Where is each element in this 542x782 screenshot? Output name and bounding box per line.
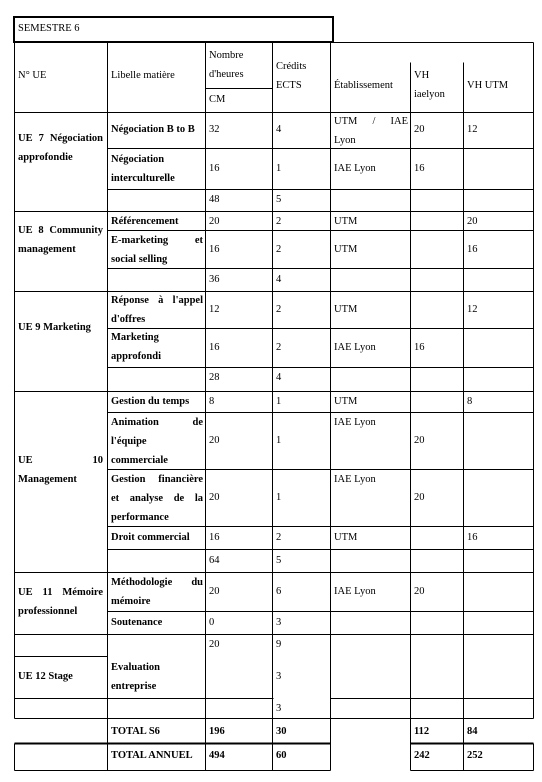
ects-value: 6	[276, 586, 282, 597]
ects-value: 1	[276, 163, 282, 174]
etablissement-value: UTM	[334, 304, 358, 315]
header-credits: Crédits ECTS	[276, 61, 307, 91]
vh-iae-value: 20	[414, 586, 425, 597]
ects-value: 4	[276, 124, 282, 135]
subtotal-ects: 4	[276, 372, 282, 383]
total-annuel-ects: 60	[276, 750, 287, 761]
ects-value: 1	[276, 435, 282, 446]
cm-value: 20	[209, 492, 220, 503]
ects-value: 3	[276, 671, 282, 682]
cm-value: 16	[209, 244, 220, 255]
cm-value: 16	[209, 532, 220, 543]
matiere: Evaluation entreprise	[111, 662, 161, 692]
ue-name: UE 8 Community management	[18, 225, 103, 255]
etablissement-value: IAE Lyon	[334, 342, 376, 353]
total-annuel-vh-iae: 242	[414, 750, 430, 761]
cm-value: 16	[209, 163, 220, 174]
ects-value: 2	[276, 244, 282, 255]
ects-value: 2	[276, 342, 282, 353]
ects-value: 2	[276, 532, 282, 543]
etablissement-value: IAE Lyon	[334, 474, 376, 485]
cm-value: 32	[209, 124, 220, 135]
ects-value: 1	[276, 396, 282, 407]
total-annuel-vh-utm: 252	[467, 750, 483, 761]
vh-iae-value: 20	[414, 492, 425, 503]
subtotal-ects: 4	[276, 274, 282, 285]
total-annuel-label: TOTAL ANNUEL	[111, 750, 193, 761]
vh-utm-value: 8	[467, 396, 473, 407]
ects-value: 9	[276, 639, 282, 650]
ects-value: 2	[276, 304, 282, 315]
cm-value: 20	[209, 639, 220, 650]
header-etablissement: Établissement	[334, 80, 393, 91]
ects-value: 3	[276, 703, 282, 714]
cm-value: 12	[209, 304, 220, 315]
semester-title: SEMESTRE 6	[18, 23, 80, 34]
vh-utm-value: 16	[467, 532, 478, 543]
cm-value: 20	[209, 435, 220, 446]
matiere: Droit commercial	[111, 532, 190, 543]
total-s6-label: TOTAL S6	[111, 726, 160, 737]
subtotal-ects: 5	[276, 555, 282, 566]
total-s6-vh-iae: 112	[414, 726, 430, 737]
matiere: Soutenance	[111, 617, 163, 628]
vh-iae-value: 20	[414, 124, 425, 135]
matiere: Négociation B to B	[111, 124, 195, 135]
vh-utm-value: 12	[467, 304, 478, 315]
cm-value: 16	[209, 342, 220, 353]
etablissement-value: UTM	[334, 532, 358, 543]
subtotal-ects: 5	[276, 194, 282, 205]
ects-value: 3	[276, 617, 282, 628]
header-vh-utm: VH UTM	[467, 80, 509, 91]
etablissement-value: IAE Lyon	[334, 163, 376, 174]
etablissement-value: UTM	[334, 216, 358, 227]
cm-value: 20	[209, 586, 220, 597]
vh-iae-value: 20	[414, 435, 425, 446]
matiere: Gestion financière et analyse de la performance	[111, 474, 203, 523]
matiere: Marketing approfondi	[111, 332, 161, 362]
ue-name: UE 9 Marketing	[18, 322, 91, 333]
cm-value: 20	[209, 216, 220, 227]
ue-name: UE 12 Stage	[18, 671, 73, 682]
matiere: Référencement	[111, 216, 179, 227]
vh-utm-value: 16	[467, 244, 478, 255]
header-cm: CM	[209, 94, 226, 105]
header-vh-iaelyon: VH iaelyon	[414, 70, 445, 100]
subtotal-cm: 36	[209, 274, 220, 285]
matiere: Méthodologie du mémoire	[111, 577, 203, 607]
matiere: Animation de l'équipe commerciale	[111, 417, 203, 466]
ue-name: UE 11 Mémoire professionnel	[18, 587, 103, 617]
vh-utm-value: 12	[467, 124, 478, 135]
matiere: Réponse à l'appel d'offres	[111, 295, 203, 325]
vh-iae-value: 16	[414, 163, 425, 174]
subtotal-cm: 48	[209, 194, 220, 205]
matiere: Gestion du temps	[111, 396, 190, 407]
vh-iae-value: 16	[414, 342, 425, 353]
header-ue: N° UE	[18, 70, 47, 81]
ects-value: 1	[276, 492, 282, 503]
etablissement-value: IAE Lyon	[334, 586, 376, 597]
etablissement-value: UTM	[334, 244, 358, 255]
cm-value: 8	[209, 396, 215, 407]
total-s6-ects: 30	[276, 726, 287, 737]
ue-name: UE 7 Négociation approfondie	[18, 133, 103, 163]
header-nombre-heures: Nombre d'heures	[209, 50, 244, 80]
matiere: E-marketing et social selling	[111, 235, 203, 265]
subtotal-cm: 64	[209, 555, 220, 566]
etablissement-value: UTM	[334, 396, 358, 407]
subtotal-cm: 28	[209, 372, 220, 383]
ects-value: 2	[276, 216, 282, 227]
cm-value: 0	[209, 617, 215, 628]
total-annuel-cm: 494	[209, 750, 225, 761]
total-s6-vh-utm: 84	[467, 726, 478, 737]
ue-name: UE 10 Management	[18, 455, 103, 485]
vh-utm-value: 20	[467, 216, 478, 227]
header-libelle: Libelle matière	[111, 70, 175, 81]
total-s6-cm: 196	[209, 726, 225, 737]
etablissement-value: UTM / IAE Lyon	[334, 116, 408, 146]
matiere: Négociation interculturelle	[111, 154, 175, 184]
etablissement-value: IAE Lyon	[334, 417, 376, 428]
